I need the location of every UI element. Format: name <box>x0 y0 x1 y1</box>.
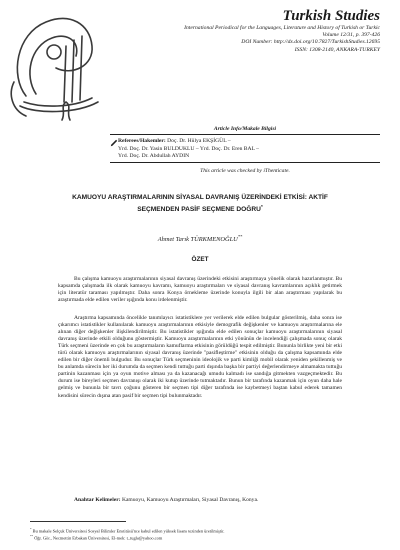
author-name <box>58 234 342 243</box>
keywords <box>58 497 342 504</box>
referees-block <box>118 138 380 161</box>
keywords-text: Kamuoyu, Kamuoyu Araştırmaları, Siyasal Davranış, Konya. <box>121 497 259 503</box>
footnote-2 <box>30 534 390 541</box>
article-info-heading: Article Info/Makale Bilgisi <box>213 126 277 132</box>
footnote-2-mark: ** <box>30 534 34 538</box>
tughra-seal-logo <box>6 6 106 124</box>
journal-subtitle: International Periodical for the Languages, Literature and History of Turkish or Turkic <box>184 25 380 31</box>
volume-info: Volume 12/31, p. 397-426 <box>322 32 380 39</box>
footnote-1-mark: * <box>30 527 32 531</box>
footnote-divider <box>30 521 126 522</box>
referees-line2: Yrd. Doç. Dr. Yasin BULDUKLU – Yrd. Doç. Dr. Eren BAL – <box>118 145 259 152</box>
pen-icon <box>110 139 118 147</box>
article-title <box>58 193 342 214</box>
author-name-text: Ahmet Tarık TÜRKMENOĞLU <box>157 236 238 244</box>
ithenticate-note: This article was checked by iThenticate. <box>200 168 290 174</box>
referees-line3: Yrd. Doç. Dr. Abdullah AYDIN <box>118 153 190 160</box>
doi-line[interactable]: DOI Number: http://dx.doi.org/10.7827/TurkishStudies.12695 <box>241 39 380 46</box>
keywords-label: Anahtar Kelimeler: <box>74 497 121 503</box>
journal-header <box>110 8 380 54</box>
title-footnote-mark: * <box>260 204 263 209</box>
referees-label: Referees/Hakemler: <box>118 138 166 144</box>
author-footnote-mark: ** <box>237 234 243 239</box>
footnote-1 <box>30 527 390 534</box>
referees-line1: Doç. Dr. Hülya EKŞİGÜL – <box>167 138 231 144</box>
divider <box>110 134 380 135</box>
footnote-1-text: Bu makale Selçuk Üniversitesi Sosyal Bilimler Enstitüsü'nce kabul edilen yüksek lisans tezinden üretilmiştir. <box>32 528 225 534</box>
journal-title: Turkish Studies <box>282 8 380 24</box>
article-title-text: KAMUOYU ARAŞTIRMALARININ SİYASAL DAVRANIŞ ÜZERİNDEKİ ETKİSİ: AKTİF SEÇMENDEN PASİF SEÇMENE DOĞRU <box>72 194 328 214</box>
issn-line: ISSN: 1308-2140, ANKARA-TURKEY <box>294 46 380 53</box>
divider <box>110 162 380 163</box>
footnote-2-text: Öğr. Gör., Necmettin Erbakan Üniversitesi, El-mek: t_tugla@yahoo.com <box>34 535 163 541</box>
abstract-paragraph-1: Bu çalışma kamuoyu araştırmalarının siyasal davranış üzerindeki etkisini araştırmaya yönelik olarak hazırlanmıştır. Bu kapsamda çalışmada ilk olarak kamuoyu kavramı, kamuoyu araştırmaları ve siyasal davranış kavramlarının açıklık getirmek için literatür taraması yapılmıştır. Daha sonra Konya örnekleme üzerinde konuyla ilgili bir alan araştırması yapılarak bu araştırmada elde edilen veriler ışığında konu irdelenmiştir. <box>58 275 342 303</box>
abstract-paragraph-2: Araştırma kapsamında öncelikle tanımlayıcı istatistiklere yer verilerek elde edilen bulgular gösterilmiş, daha sonra ise çıkarımcı istatistikler kullanılarak kamuoyu araştırmalarının etkisiyle demografik değişkenler ve kamuoyu araştırmalarına ele alınan diğer değişkenler ilişkilendirilmiştir. Bu istatistikler ışığında elde edilen sonuçlar kamuoyu araştırmalarının siyasal davranış üzerinde etkili olduğunu göstermiştir. Kamuoyu araştırmalarının etki yönünün de incelendiği çalışmada sonuç olarak Türk seçmeni üzerinde en çok bu araştırmaların kamuflarma etkisinin görüldüğü tespit edilmiştir. Bununla birlikte yeni bir etki türü olarak kamuoyu araştırmalarının siyasal davranış üzerinde "pasifleştirme" etkisinin olduğu da çalışma kapsamında elde edilen bir diğer önemli bulgudur. Bu sonuçlar Türk seçmeninin ideolojik ve parti kimliği mobil olarak yeniden şekillenmiş ve bu anlamda sürecin her iki durumda da seçmen kendi tuttuğu parti dışında başka bir partiyi değerlendirmeye almamakta tuttuğu partinin kazanması için ya oyun motive alması ya da kazanacağı umudu kalmadı ise sandığa gitmekten vazgeçmektedir. Bu durum ise bireyleri seçmen davranışı olarak iki kutup üzerinde tutmaktadır. Bunun bir tarafında kazanmak için oyun daha hale gelmiş ve bununla bir tavrı çoğunu gösteren bir seçmen tipi diğer tarafında ise kaybetmeyi baştan kabul ederek tamamen kendisini sürecin dışına atan pasif bir seçmen tipi bulunmaktadır. <box>58 314 342 399</box>
abstract-heading: ÖZET <box>191 256 209 263</box>
